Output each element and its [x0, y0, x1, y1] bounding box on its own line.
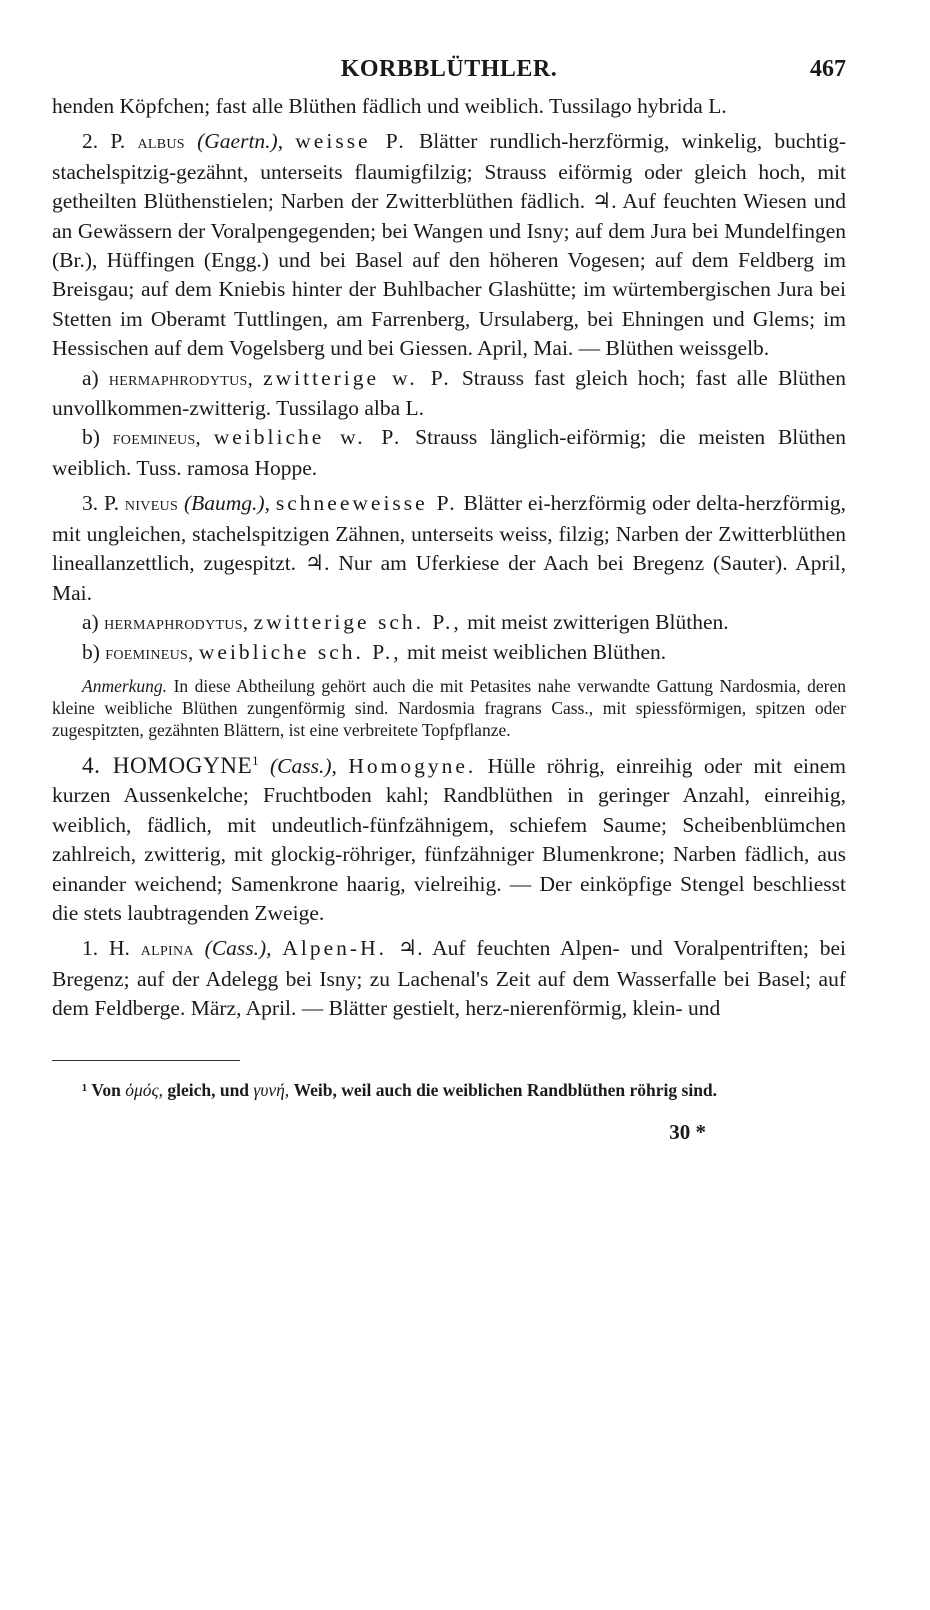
variety-b-albus: b) foemineus, weibliche w. P. Strauss länglich-eiförmig; die meisten Blüthen weiblich. Tuss. ramosa Hoppe.	[52, 425, 847, 480]
paragraph-homogyne-alpina: 1. H. alpina (Cass.), Alpen-H. ♃. Auf feuchten Alpen- und Voralpentriften; bei Bregenz; auf der Adelegg bei Isny; zu Lachenal's Zeit auf dem Wasserfalle bei Basel; auf dem Feldberge. März, April. — Blätter gestielt, herz-nierenförmig, klein- und	[52, 936, 847, 1021]
paragraph-petasites-niveus: 3. P. niveus (Baumg.), schneeweisse P. Blätter ei-herzförmig oder delta-herzförmig, mit ungleichen, stachelspitzigen Zähnen, unterseits weiss, filzig; Narben der Zwitterblüthen lineallanzettlich, zugespitzt. ♃. Nur am Uferkiese der Aach bei Bregenz (Sauter). April, Mai.	[52, 491, 846, 605]
species-description: Blätter rundlich-herzförmig, winkelig, buchtig-stachelspitzig-gezähnt, unterseits flaumigfilzig; Strauss eiförmig oder gleich hoch, mit getheilten Blüthenstielen; Narben der Zwitterblüthen fädlich. ♃. Auf feuchten Wiesen und an Gewässern der Voralpengegenden; bei Wangen und Isny; auf dem Jura bei Mundelfingen (Br.), Hüffingen (Engg.) und bei Basel auf den höheren Vogesen; auf dem Feldberg im Breisgau; auf dem Kniebis hinter der Buhlbacher Glashütte; im würtembergischen Jura bei Stetten im Oberamt Tuttlingen, am Farrenberg, Ursulaberg, bei Ehningen und Glems; im Hessischen auf dem Vogelsberg und bei Giessen. April, Mai. — Blüthen weissgelb.	[52, 129, 847, 361]
species-author: (Gaertn.)	[197, 129, 278, 154]
page-number: 467	[810, 56, 846, 82]
footnote-ref: 1	[252, 753, 259, 768]
signature-mark: 30 *	[669, 1119, 706, 1144]
running-title: KORBBLÜTHLER.	[340, 56, 558, 82]
variety-a-albus: a) hermaphrodytus, zwitterige w. P. Strauss fast gleich hoch; fast alle Blüthen unvollkommen-zwitterig. Tussilago alba L.	[52, 365, 847, 421]
footnote-divider	[52, 1060, 240, 1061]
note-label: Anmerkung.	[82, 675, 168, 696]
species-number: 2. P.	[82, 129, 126, 154]
note-text: In diese Abtheilung gehört auch die mit Petasites nahe verwandte Gattung Nardosmia, deren kleine weibliche Blüthen zungenförmig sind. Nardosmia fragrans Cass., mit spiessförmigen, spitzen oder zugespitzten, gezähnten Blättern, ist eine verbreitete Topfpflanze.	[52, 675, 847, 740]
paragraph-homogyne: 4. HOMOGYNE$^1$ (Cass.), Homogyne. Hülle röhrig, einreihig oder mit einem kurzen Aussenkelche; Fruchtboden kahl; Randblüthen in geringer Anzahl, einreihig, weiblich, fädlich, mit undeutlich-fünfzähnigem, schiefem Saume; Scheibenblümchen zahlreich, zwitterig, mit glockig-röhriger, fünfzähniger Blumenkrone; Narben fädlich, aus einander weichend; Samenkrone haarig, vielreihig. — Der einköpfige Stengel beschliesst die stets laubtragenden Zweige.	[52, 752, 847, 925]
footnote: ¹ Von ὁμός, gleich, und γυνή, Weib, weil auch die weiblichen Randblüthen röhrig sind.	[82, 1080, 718, 1101]
annotation-note	[52, 675, 846, 741]
body-text	[52, 92, 846, 1024]
paragraph-petasites-albus: 2. P. albus (Gaertn.), weisse P. Blätter rundlich-herzförmig, winkelig, buchtig-stachelspitzig-gezähnt, unterseits flaumigfilzig; Strauss eiförmig oder gleich hoch, mit getheilten Blüthenstielen; Narben der Zwitterblüthen fädlich. ♃. Auf feuchten Wiesen und an Gewässern der Voralpengegenden; bei Wangen und Isny; auf dem Jura bei Mundelfingen (Br.), Hüffingen (Engg.) und bei Basel auf den höheren Vogesen; auf dem Feldberg im Breisgau; auf dem Kniebis hinter der Buhlbacher Glashütte; im würtembergischen Jura bei Stetten im Oberamt Tuttlingen, am Farrenberg, Ursulaberg, bei Ehningen und Glems; im Hessischen auf dem Vogelsberg und bei Giessen. April, Mai. — Blüthen weissgelb.	[52, 129, 847, 361]
species-name: albus	[137, 131, 185, 154]
page-header	[52, 52, 846, 92]
book-page	[52, 52, 846, 1145]
common-name: weisse P.	[295, 129, 407, 154]
variety-b-niveus: b) foemineus, weibliche sch. P., mit meist weiblichen Blüthen.	[82, 640, 667, 665]
paragraph-continuation: henden Köpfchen; fast alle Blüthen fädlich und weiblich. Tussilago hybrida L.	[52, 94, 727, 118]
variety-a-niveus: a) hermaphrodytus, zwitterige sch. P., mit meist zwitterigen Blüthen.	[82, 609, 729, 634]
genus-name: 4. HOMOGYNE	[82, 752, 253, 779]
